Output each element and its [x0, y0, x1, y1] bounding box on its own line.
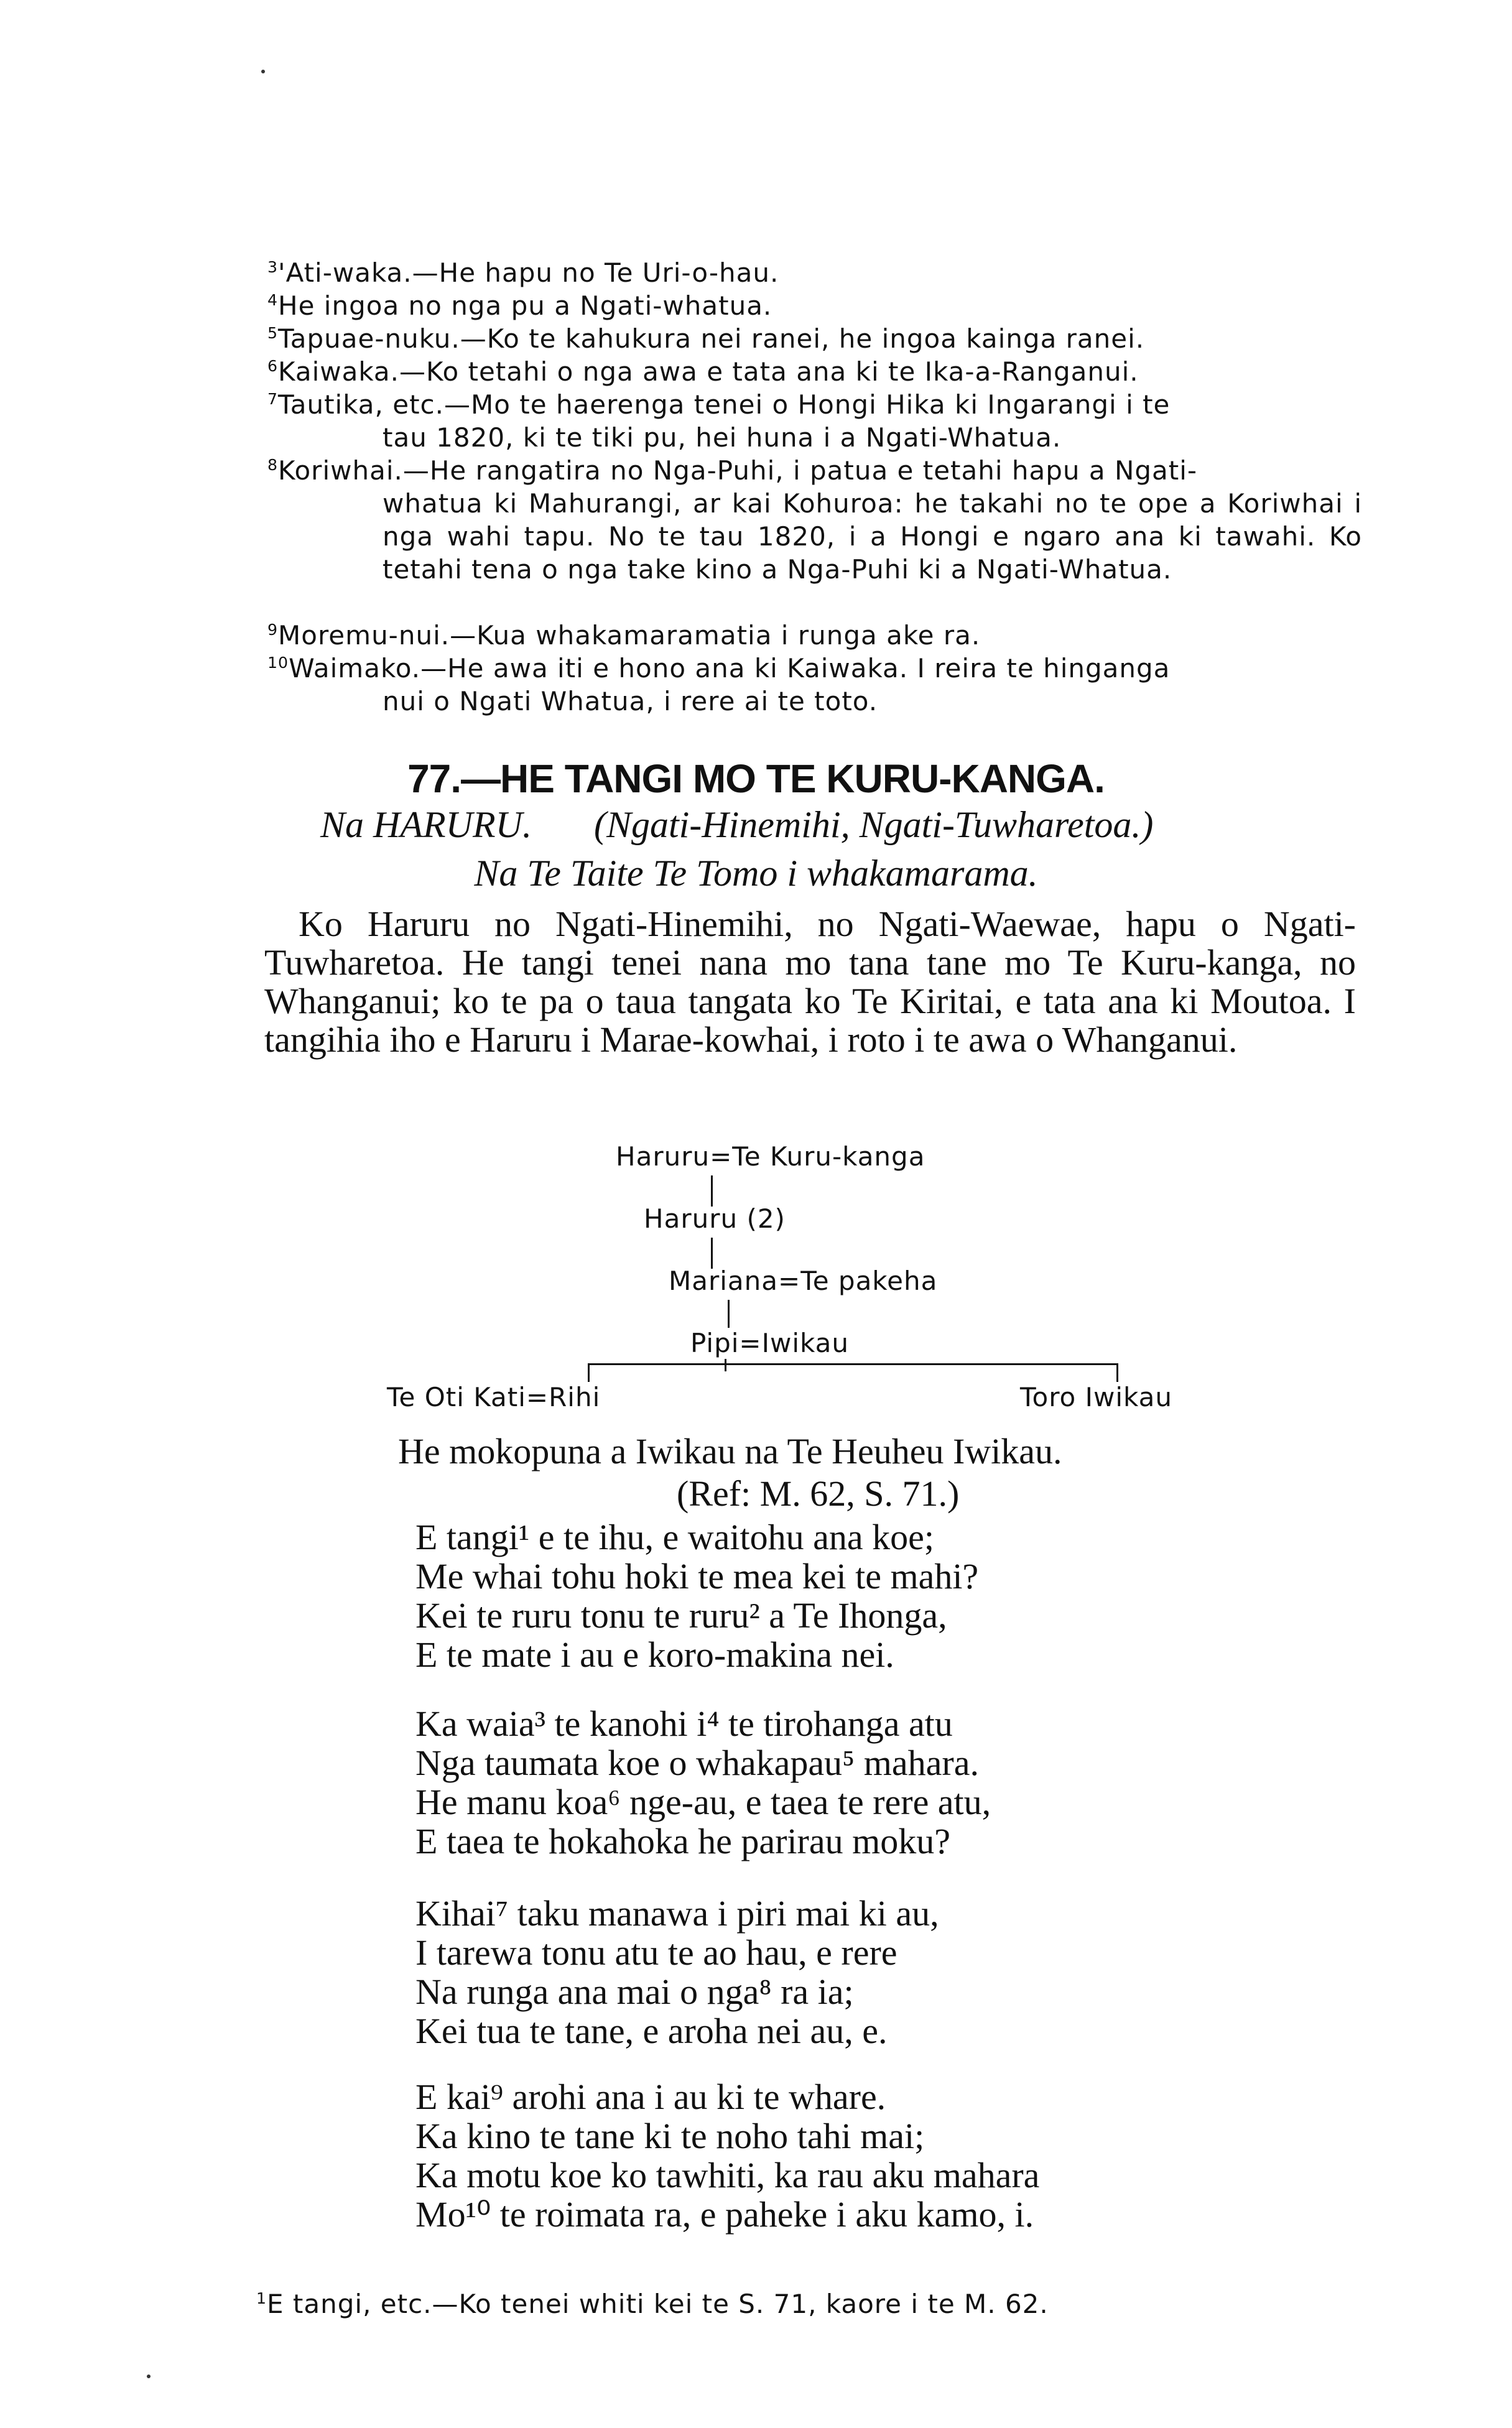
verse-line: Kei tua te tane, e aroha nei au, e.	[415, 2011, 888, 2051]
verse-line: E kai⁹ arohi ana i au ki te whare.	[415, 2077, 886, 2117]
genealogy-gen2: Haruru (2)	[644, 1203, 786, 1234]
genealogy-child-right: Toro Iwikau	[1020, 1382, 1172, 1412]
stanza-3	[415, 1894, 939, 2050]
ref-line-2: (Ref: M. 62, S. 71.)	[677, 1473, 960, 1514]
genealogy-gen1: Haruru=Te Kuru-kanga	[616, 1141, 925, 1172]
verse-line: Ka waia³ te kanohi i⁴ te tirohanga atu	[415, 1703, 953, 1744]
genealogy-connector	[1116, 1363, 1118, 1382]
explainer-line: Na Te Taite Te Tomo i whakamarama.	[474, 853, 1038, 894]
verse-line: Na runga ana mai o nga⁸ ra ia;	[415, 1972, 854, 2012]
scan-speck	[147, 2375, 151, 2378]
author-tribes-line	[320, 804, 1153, 846]
verse-line: E taea te hokahoka he parirau moku?	[415, 1821, 950, 1861]
verse-line: Ka motu koe ko tawhiti, ka rau aku mahara	[415, 2155, 1040, 2195]
song-title: 77.—HE TANGI MO TE KURU-KANGA.	[407, 756, 1105, 801]
intro-text: Ko Haruru no Ngati-Hinemihi, no Ngati-Waewae, hapu o Ngati-Tuwharetoa. He tangi tenei nana mo tana tane mo Te Kuru-kanga, no Whanganui; ko te pa o taua tangata ko Te Kiritai, e tata ana ki Moutoa. I tangihia iho e Haruru i Marae-kowhai, i roto i te awa o Whanganui.	[264, 904, 1356, 1060]
genealogy-connector	[725, 1359, 726, 1371]
verse-line: Kei te ruru tonu te ruru² a Te Ihonga,	[415, 1595, 947, 1636]
verse-line: I tarewa tonu atu te ao hau, e rere	[415, 1932, 897, 1973]
stanza-1	[415, 1518, 978, 1674]
genealogy-child-left: Te Oti Kati=Rihi	[387, 1382, 601, 1412]
stanza-2	[415, 1704, 991, 1861]
verse-line: Kihai⁷ taku manawa i piri mai ki au,	[415, 1893, 939, 1934]
note-10: $^{10}$Waimako.—He awa iti e hono ana ki Kaiwaka. I reira te hinganga nui o Ngati Whatua, i rere ai te toto.	[267, 653, 1171, 716]
tribes-line: (Ngati-Hinemihi, Ngati-Tuwharetoa.)	[593, 804, 1154, 845]
genealogy-connector	[588, 1363, 590, 1382]
footnote: $^1$E tangi, etc.—Ko tenei whiti kei te S. 71, kaore i te M. 62.	[256, 2289, 1049, 2319]
genealogy-connector	[728, 1300, 730, 1328]
scan-speck	[261, 70, 265, 73]
genealogy-connector	[711, 1238, 713, 1269]
genealogy-gen4: Pipi=Iwikau	[690, 1328, 849, 1358]
genealogy-gen3: Mariana=Te pakeha	[669, 1266, 938, 1296]
genealogy-sibling-line	[588, 1363, 1116, 1365]
verse-line: Mo¹⁰ te roimata ra, e paheke i aku kamo, i.	[415, 2194, 1034, 2235]
note-9: $^9$Moremu-nui.—Kua whakamaramatia i runga ake ra.	[267, 620, 981, 651]
verse-line: Nga taumata koe o whakapau⁵ mahara.	[415, 1743, 979, 1783]
verse-line: E te mate i au e koro-makina nei.	[415, 1634, 894, 1675]
note-8: $^8$Koriwhai.—He rangatira no Nga-Puhi, i patua e tetahi hapu a Ngati- whatua ki Mahurangi, ar kai Kohuroa: he takahi no te ope a Koriwhai i nga wahi tapu. No te tau 1820, i a Hongi e ngaro ana ki tawahi. Ko tetahi tena o nga take kino a Nga-Puhi ki a Ngati-Whatua.	[267, 455, 1362, 585]
author-line: Na HARURU.	[320, 804, 532, 845]
genealogy-connector	[711, 1175, 713, 1207]
verse-line: E tangi¹ e te ihu, e waitohu ana koe;	[415, 1517, 934, 1557]
ref-line-1: He mokopuna a Iwikau na Te Heuheu Iwikau.	[398, 1431, 1062, 1471]
note-4: $^4$He ingoa no nga pu a Ngati-whatua.	[267, 290, 772, 321]
note-7: $^7$Tautika, etc.—Mo te haerenga tenei o Hongi Hika ki Ingarangi i te tau 1820, ki te tiki pu, hei huna i a Ngati-Whatua.	[267, 389, 1171, 453]
note-5: $^5$Tapuae-nuku.—Ko te kahukura nei ranei, he ingoa kainga ranei.	[267, 323, 1145, 354]
verse-line: Me whai tohu hoki te mea kei te mahi?	[415, 1556, 979, 1596]
stanza-4	[415, 2077, 1039, 2234]
intro-paragraph	[264, 905, 1356, 1059]
note-6: $^6$Kaiwaka.—Ko tetahi o nga awa e tata ana ki te Ika-a-Ranganui.	[267, 356, 1139, 387]
note-3: $^3$'Ati-waka.—He hapu no Te Uri-o-hau.	[267, 257, 779, 288]
verse-line: Ka kino te tane ki te noho tahi mai;	[415, 2116, 925, 2156]
verse-line: He manu koa⁶ nge-au, e taea te rere atu,	[415, 1782, 991, 1822]
